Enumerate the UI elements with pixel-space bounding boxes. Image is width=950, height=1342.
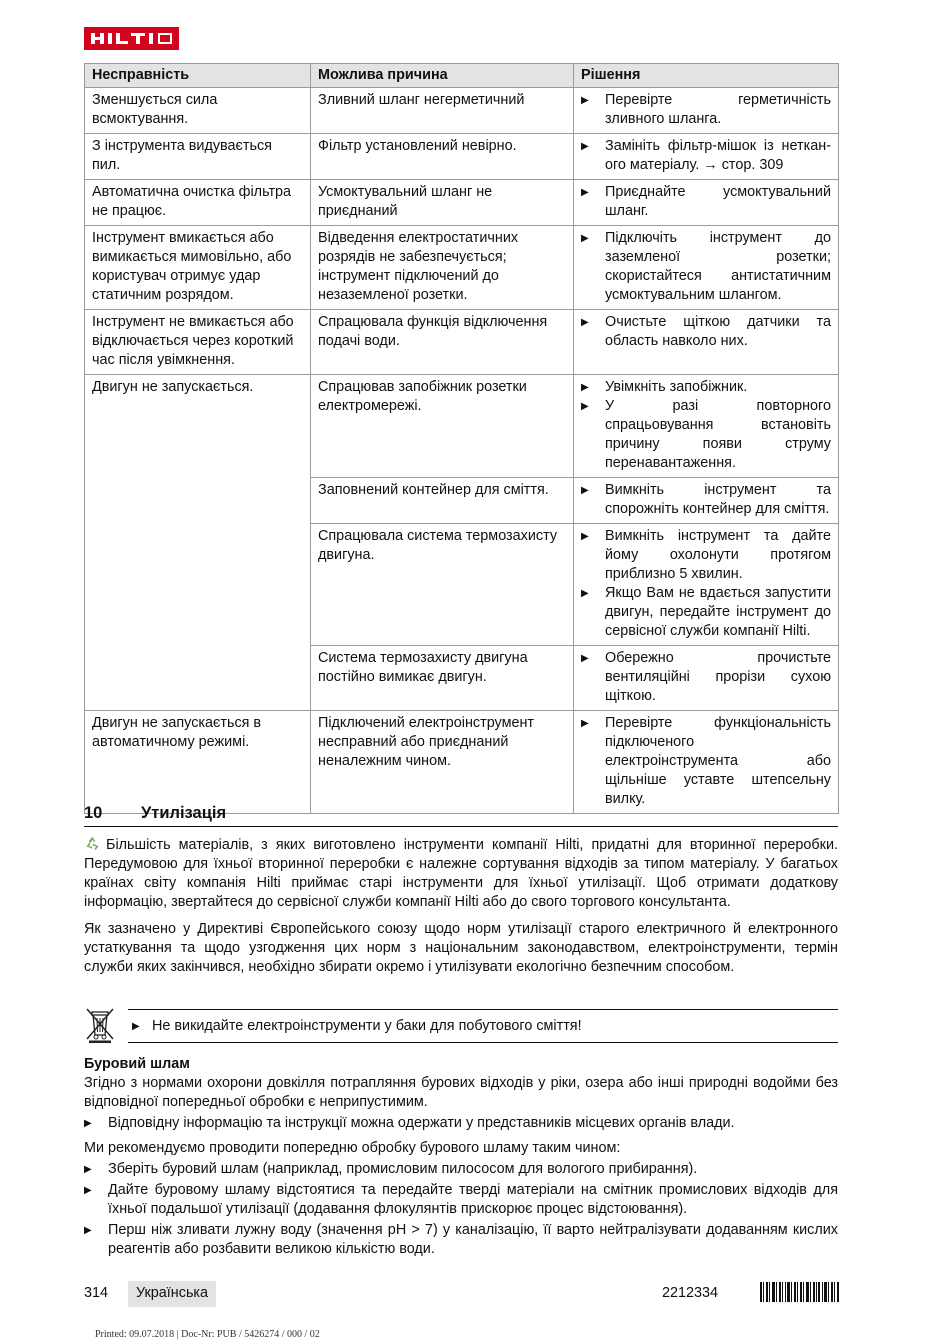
- solution-cell: [574, 226, 839, 310]
- list-item-text: Дайте буровому шламу відстоятися та передайте тверді матеріали на смітник промислових відходів для їхньої подальшої утилізації (додавання флокулянтів прискорює процес відстоювання).: [108, 1182, 838, 1217]
- cause-cell: Зливний шланг негерметичний: [311, 88, 574, 134]
- table-header-row: [85, 64, 839, 88]
- solution-cell: [574, 310, 839, 375]
- print-info: Printed: 09.07.2018 | Doc-Nr: PUB / 5426274 / 000 / 02: [95, 1329, 320, 1340]
- solution-text: Увімкніть запобіжник.: [605, 379, 748, 395]
- bullet-icon: ▶: [581, 233, 589, 244]
- bullet-icon: ▶: [84, 1164, 92, 1175]
- solution-cell: [574, 711, 839, 814]
- solution-cell: [574, 646, 839, 711]
- header-solution: Рішення: [574, 64, 839, 88]
- fault-cell: Двигун не запускається в автоматичному режимі.: [85, 711, 311, 814]
- table-row: [85, 646, 839, 711]
- solution-cell: [574, 134, 839, 180]
- list-item-text: Відповідну інформацію та інструкції можна одержати у представників місцевих органів влади.: [108, 1115, 735, 1131]
- cause-cell: Система термозахисту двигуна постійно вимикає двигун.: [311, 646, 574, 711]
- section-heading: [84, 803, 838, 827]
- disposal-section: [84, 803, 838, 977]
- solution-cell: [574, 180, 839, 226]
- drill-heading: Буровий шлам: [84, 1056, 190, 1072]
- warning-line: [128, 1009, 838, 1043]
- solution-cell: [574, 478, 839, 524]
- cause-cell: Спрацював запобіжник розетки електромережі.: [311, 375, 574, 478]
- section-number: 10: [84, 804, 103, 822]
- solution-text: Приєднайте усмоктувальний шланг.: [605, 184, 831, 219]
- bullet-icon: ▶: [132, 1021, 140, 1032]
- bullet-icon: ▶: [581, 718, 589, 729]
- page-footer: [84, 1280, 840, 1306]
- solution-cell: [574, 375, 839, 478]
- table-row: [85, 134, 839, 180]
- table-row: [85, 180, 839, 226]
- bullet-icon: ▶: [581, 401, 589, 412]
- page-number: 314: [84, 1285, 109, 1301]
- header-cause: Можлива причина: [311, 64, 574, 88]
- warning-text: Не викидайте електроінструменти у баки для побутового сміття!: [152, 1018, 582, 1034]
- list-item-text: Перш ніж зливати лужну воду (значення pH > 7) у каналізацію, її варто нейтралізувати додаванням кислих реагентів або розбавити великою кількістю води.: [108, 1222, 838, 1257]
- cause-cell: Заповнений контейнер для сміття.: [311, 478, 574, 524]
- directive-paragraph: Як зазначено у Директиві Європейського союзу щодо норм утилізації старого електричного й електронного устаткування та щодо узгодження цих норм з національним законодавством, електроінструменти, термін служби яких закінчився, необхідно збирати окремо і утилізувати екологічно безпечним способом.: [84, 921, 838, 975]
- solution-text: Очистьте щіткою датчики та область навколо них.: [605, 314, 831, 349]
- table-row: [85, 88, 839, 134]
- list-item-text: Зберіть буровий шлам (наприклад, промисловим пилососом для вологого прибирання).: [108, 1161, 698, 1177]
- fault-cell: Інструмент не вмикається або відключається через короткий час після увімкнення.: [85, 310, 311, 375]
- bullet-icon: ▶: [581, 95, 589, 106]
- language-label: Українська: [128, 1281, 216, 1307]
- cause-cell: Відведення електростатичних розрядів не забезпечується; інструмент підключений до незаземленої розетки.: [311, 226, 574, 310]
- cause-cell: Спрацювала функція відключення подачі води.: [311, 310, 574, 375]
- bullet-icon: ▶: [84, 1118, 92, 1129]
- drill-paragraph: Згідно з нормами охорони довкілля потрапляння бурових відходів у ріки, озера або інші природні водойми без відповідної попередньої обробки є неприпустимим.: [84, 1075, 838, 1110]
- solution-text: Вимкніть інструмент та спорожніть контейнер для сміття.: [605, 482, 831, 517]
- fault-cell: [85, 478, 311, 524]
- recycling-text: Більшість матеріалів, з яких виготовлено інструменти компанії Hilti, придатні для вторинної переробки. Передумовою для їхньої вторинної переробки є належне сортування відходів за типом матеріалу. У багатьох країнах світу компанія Hilti приймає старі інструменти для їхньої утилізації. Щоб отримати додаткову інформацію, звертайтеся до сервісної служби компанії Hilti або до свого торгового консультанта.: [84, 837, 838, 910]
- fault-cell: Двигун не запускається.: [85, 375, 311, 478]
- fault-cell: Зменшується сила всмоктування.: [85, 88, 311, 134]
- hilti-logo: [84, 27, 179, 50]
- fault-cell: [85, 646, 311, 711]
- bullet-icon: ▶: [581, 653, 589, 664]
- table-row: [85, 478, 839, 524]
- table-row: [85, 226, 839, 310]
- bullet-icon: ▶: [581, 141, 589, 152]
- document-number: 2212334: [662, 1285, 719, 1301]
- cause-cell: Усмоктувальний шланг не приєднаний: [311, 180, 574, 226]
- fault-cell: З інструмента видувається пил.: [85, 134, 311, 180]
- drill-recommendation: Ми рекомендуємо проводити попередню обробку бурового шламу таким чином:: [84, 1140, 621, 1156]
- cause-cell: Підключений електроінструмент несправний або приєднаний неналежним чином.: [311, 711, 574, 814]
- section-title: Утилізація: [141, 804, 227, 822]
- list-item: [84, 1114, 838, 1133]
- bullet-icon: ▶: [581, 187, 589, 198]
- list-item: [84, 1221, 838, 1259]
- solution-text: Замініть фільтр-мішок із нетканого матеріалу. → стор. 309: [605, 138, 831, 173]
- recycling-paragraph: [84, 835, 838, 912]
- warning-row: [84, 1005, 838, 1042]
- bullet-icon: ▶: [581, 382, 589, 393]
- bullet-icon: ▶: [581, 317, 589, 328]
- solution-text: Вимкніть інструмент та дайте йому охолонути протягом приблизно 5 хвилин.: [605, 528, 831, 582]
- fault-cell: [85, 524, 311, 646]
- crossed-bin-icon: [84, 1005, 116, 1043]
- fault-cell: Автоматична очистка фільтра не працює.: [85, 180, 311, 226]
- solution-cell: [574, 524, 839, 646]
- bullet-icon: ▶: [581, 531, 589, 542]
- bullet-icon: ▶: [84, 1225, 92, 1236]
- solution-text: Підключіть інструмент до заземленої розетки; скористайтеся антистатичним усмоктувальним шлангом.: [605, 230, 831, 303]
- cause-cell: Спрацювала система термозахисту двигуна.: [311, 524, 574, 646]
- drill-slurry-section: [84, 1055, 838, 1259]
- bullet-icon: ▶: [581, 588, 589, 599]
- solution-cell: [574, 88, 839, 134]
- solution-text: Перевірте герметичність зливного шланга.: [605, 92, 831, 127]
- solution-text: У разі повторного спрацьовування встановіть причину появи струму перенавантаження.: [605, 398, 831, 471]
- list-item: [84, 1160, 838, 1179]
- solution-text: Обережно прочистьте вентиляційні прорізи сухою щіткою.: [605, 650, 831, 704]
- bullet-icon: ▶: [84, 1185, 92, 1196]
- table-row: [85, 524, 839, 646]
- solution-text: Якщо Вам не вдається запустити двигун, передайте інструмент до сервісної служби компанії Hilti.: [605, 585, 831, 639]
- solution-text: Перевірте функціональність підключеного електроінструмента або щільніше уставте штепсельну вилку.: [605, 715, 831, 807]
- fault-cell: Інструмент вмикається або вимикається мимовільно, або користувач отримує удар статичним розрядом.: [85, 226, 311, 310]
- barcode-icon: [760, 1282, 840, 1302]
- recycle-icon: [84, 835, 101, 852]
- table-row: [85, 711, 839, 814]
- troubleshooting-table: [84, 63, 839, 814]
- cause-cell: Фільтр установлений невірно.: [311, 134, 574, 180]
- bullet-icon: ▶: [581, 485, 589, 496]
- header-fault: Несправність: [85, 64, 311, 88]
- list-item: [84, 1181, 838, 1219]
- table-row: [85, 310, 839, 375]
- table-row: [85, 375, 839, 478]
